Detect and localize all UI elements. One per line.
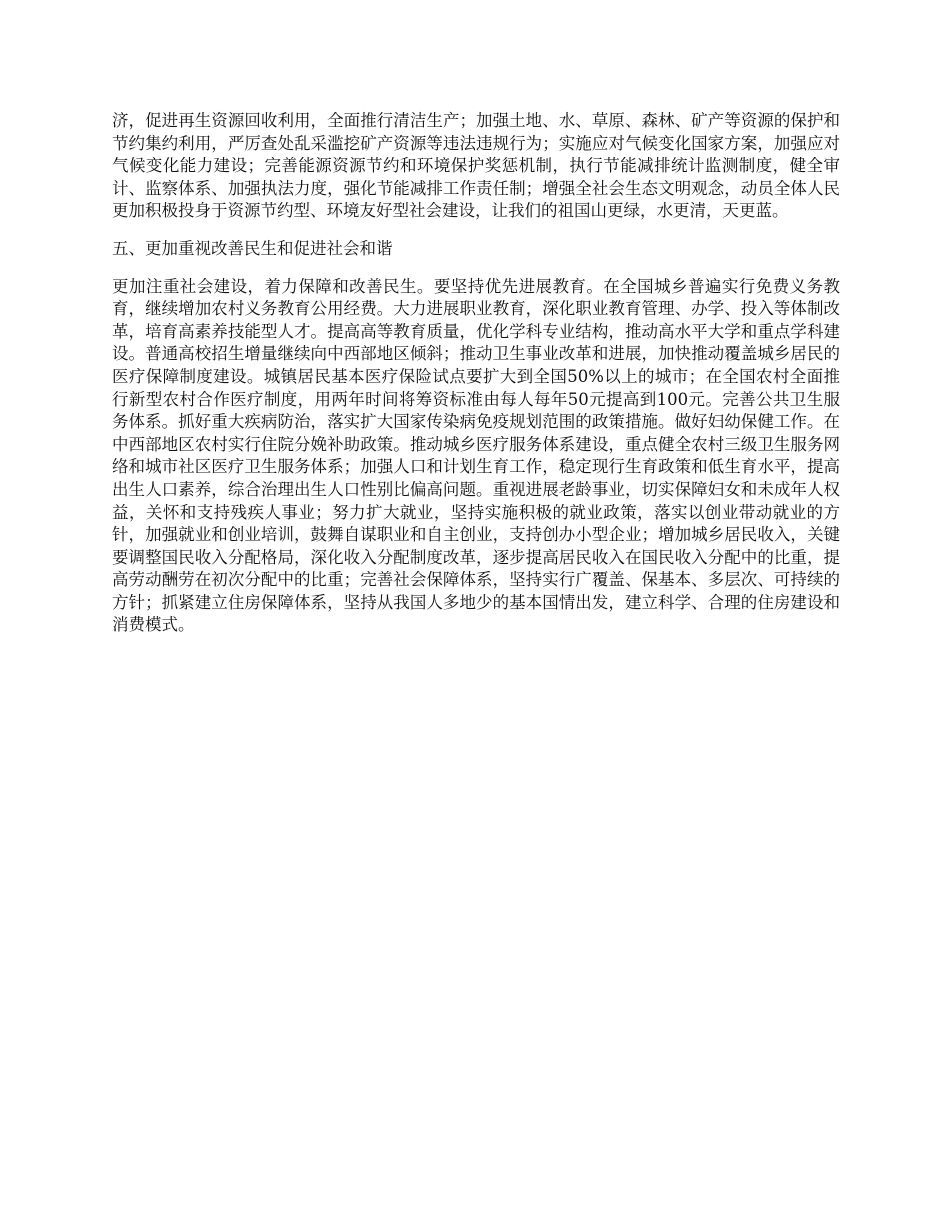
section-heading: 五、更加重视改善民生和促进社会和谐: [112, 238, 393, 258]
paragraph-environment: 济，促进再生资源回收利用，全面推行清洁生产；加强土地、水、草原、森林、矿产等资源的保护和节约集约利用，严厉查处乱采滥挖矿产资源等违法违规行为；实施应对气候变化国家方案，加强应对气候变化能力建设；完善能源资源节约和环境保护奖惩机制，执行节能减排统计监测制度，健全审计、监察体系、加强执法力度，强化节能减排工作责任制；增强全社会生态文明观念，动员全体人民更加积极投身于资源节约型、环境友好型社会建设，让我们的祖国山更绿，水更清，天更蓝。: [112, 111, 840, 221]
paragraph-livelihood: 更加注重社会建设，着力保障和改善民生。要坚持优先进展教育。在全国城乡普遍实行免费义务教育，继续增加农村义务教育公用经费。大力进展职业教育，深化职业教育管理、办学、投入等体制改革，培育高素养技能型人才。提高高等教育质量，优化学科专业结构，推动高水平大学和重点学科建设。普通高校招生增量继续向中西部地区倾斜；推动卫生事业改革和进展，加快推动覆盖城乡居民的医疗保障制度建设。城镇居民基本医疗保险试点要扩大到全国50%以上的城市；在全国农村全面推行新型农村合作医疗制度，用两年时间将筹资标准由每人每年50元提高到100元。完善公共卫生服务体系。抓好重大疾病防治，落实扩大国家传染病免疫规划范围的政策措施。做好妇幼保健工作。在中西部地区农村实行住院分娩补助政策。推动城乡医疗服务体系建设，重点健全农村三级卫生服务网络和城市社区医疗卫生服务体系；加强人口和计划生育工作，稳定现行生育政策和低生育水平，提高出生人口素养，综合治理出生人口性别比偏高问题。重视进展老龄事业，切实保障妇女和未成年人权益，关怀和支持残疾人事业；努力扩大就业，坚持实施积极的就业政策，落实以创业带动就业的方针，加强就业和创业培训，鼓舞自谋职业和自主创业，支持创办小型企业；增加城乡居民收入，关键要调整国民收入分配格局，深化收入分配制度改革，逐步提高居民收入在国民收入分配中的比重，提高劳动酬劳在初次分配中的比重；完善社会保障体系，坚持实行广覆盖、保基本、多层次、可持续的方针；抓紧建立住房保障体系，坚持从我国人多地少的基本国情出发，建立科学、合理的住房建设和消费模式。: [112, 276, 840, 635]
document-body: [112, 110, 840, 637]
